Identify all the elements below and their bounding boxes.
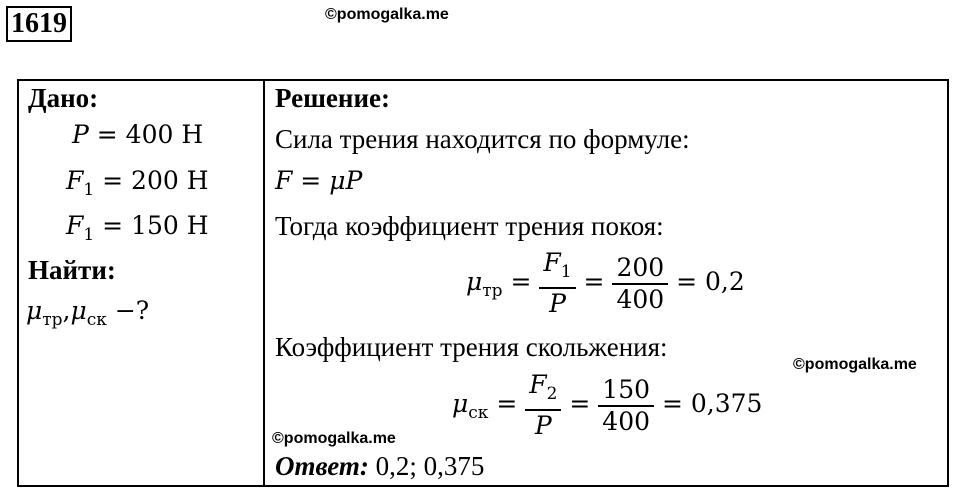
- column-divider: [263, 79, 265, 487]
- fraction-force-over-weight: $\frac{F_1}{P}$: [539, 248, 575, 319]
- static-friction-equation: $\mu_{тр}$ = $\frac{F_1}{P}$ = $\frac{200}{400}$ = 0,2: [466, 248, 745, 318]
- given-line-force-2: $F_1 = 150$ Н: [66, 211, 209, 245]
- friction-formula: F = μP: [275, 166, 363, 195]
- problem-number: 1619: [6, 6, 72, 42]
- find-line: $\mu_{тр},\mu_{ск}$ −?: [26, 296, 150, 330]
- solution-line-2: Тогда коэффициент трения покоя:: [275, 211, 664, 241]
- watermark-top: ©pomogalka.me: [325, 6, 449, 23]
- answer-value: 0,2; 0,375: [368, 451, 485, 481]
- solution-line-1: Сила трения находится по формуле:: [275, 124, 690, 154]
- watermark-right: ©pomogalka.me: [793, 356, 917, 373]
- answer-label: Ответ:: [275, 451, 369, 481]
- find-heading: Найти:: [28, 255, 116, 285]
- fraction-force-over-weight: $\frac{F_2}{P}$: [525, 370, 561, 441]
- sliding-friction-equation: $\mu_{ск}$ = $\frac{F_2}{P}$ = $\frac{150}{400}$ = 0,375: [452, 370, 763, 440]
- watermark-bottom: ©pomogalka.me: [272, 430, 396, 447]
- given-heading: Дано:: [28, 83, 99, 113]
- solution-line-3: Коэффициент трения скольжения:: [275, 332, 668, 362]
- given-line-force-1: $F_1 = 200$ Н: [66, 166, 209, 200]
- solution-heading: Решение:: [275, 83, 390, 113]
- answer-line: [275, 450, 484, 482]
- fraction-numeric: $\frac{200}{400}$: [612, 253, 668, 315]
- fraction-numeric: $\frac{150}{400}$: [598, 375, 654, 437]
- given-line-weight: P = 400 Н: [72, 120, 204, 149]
